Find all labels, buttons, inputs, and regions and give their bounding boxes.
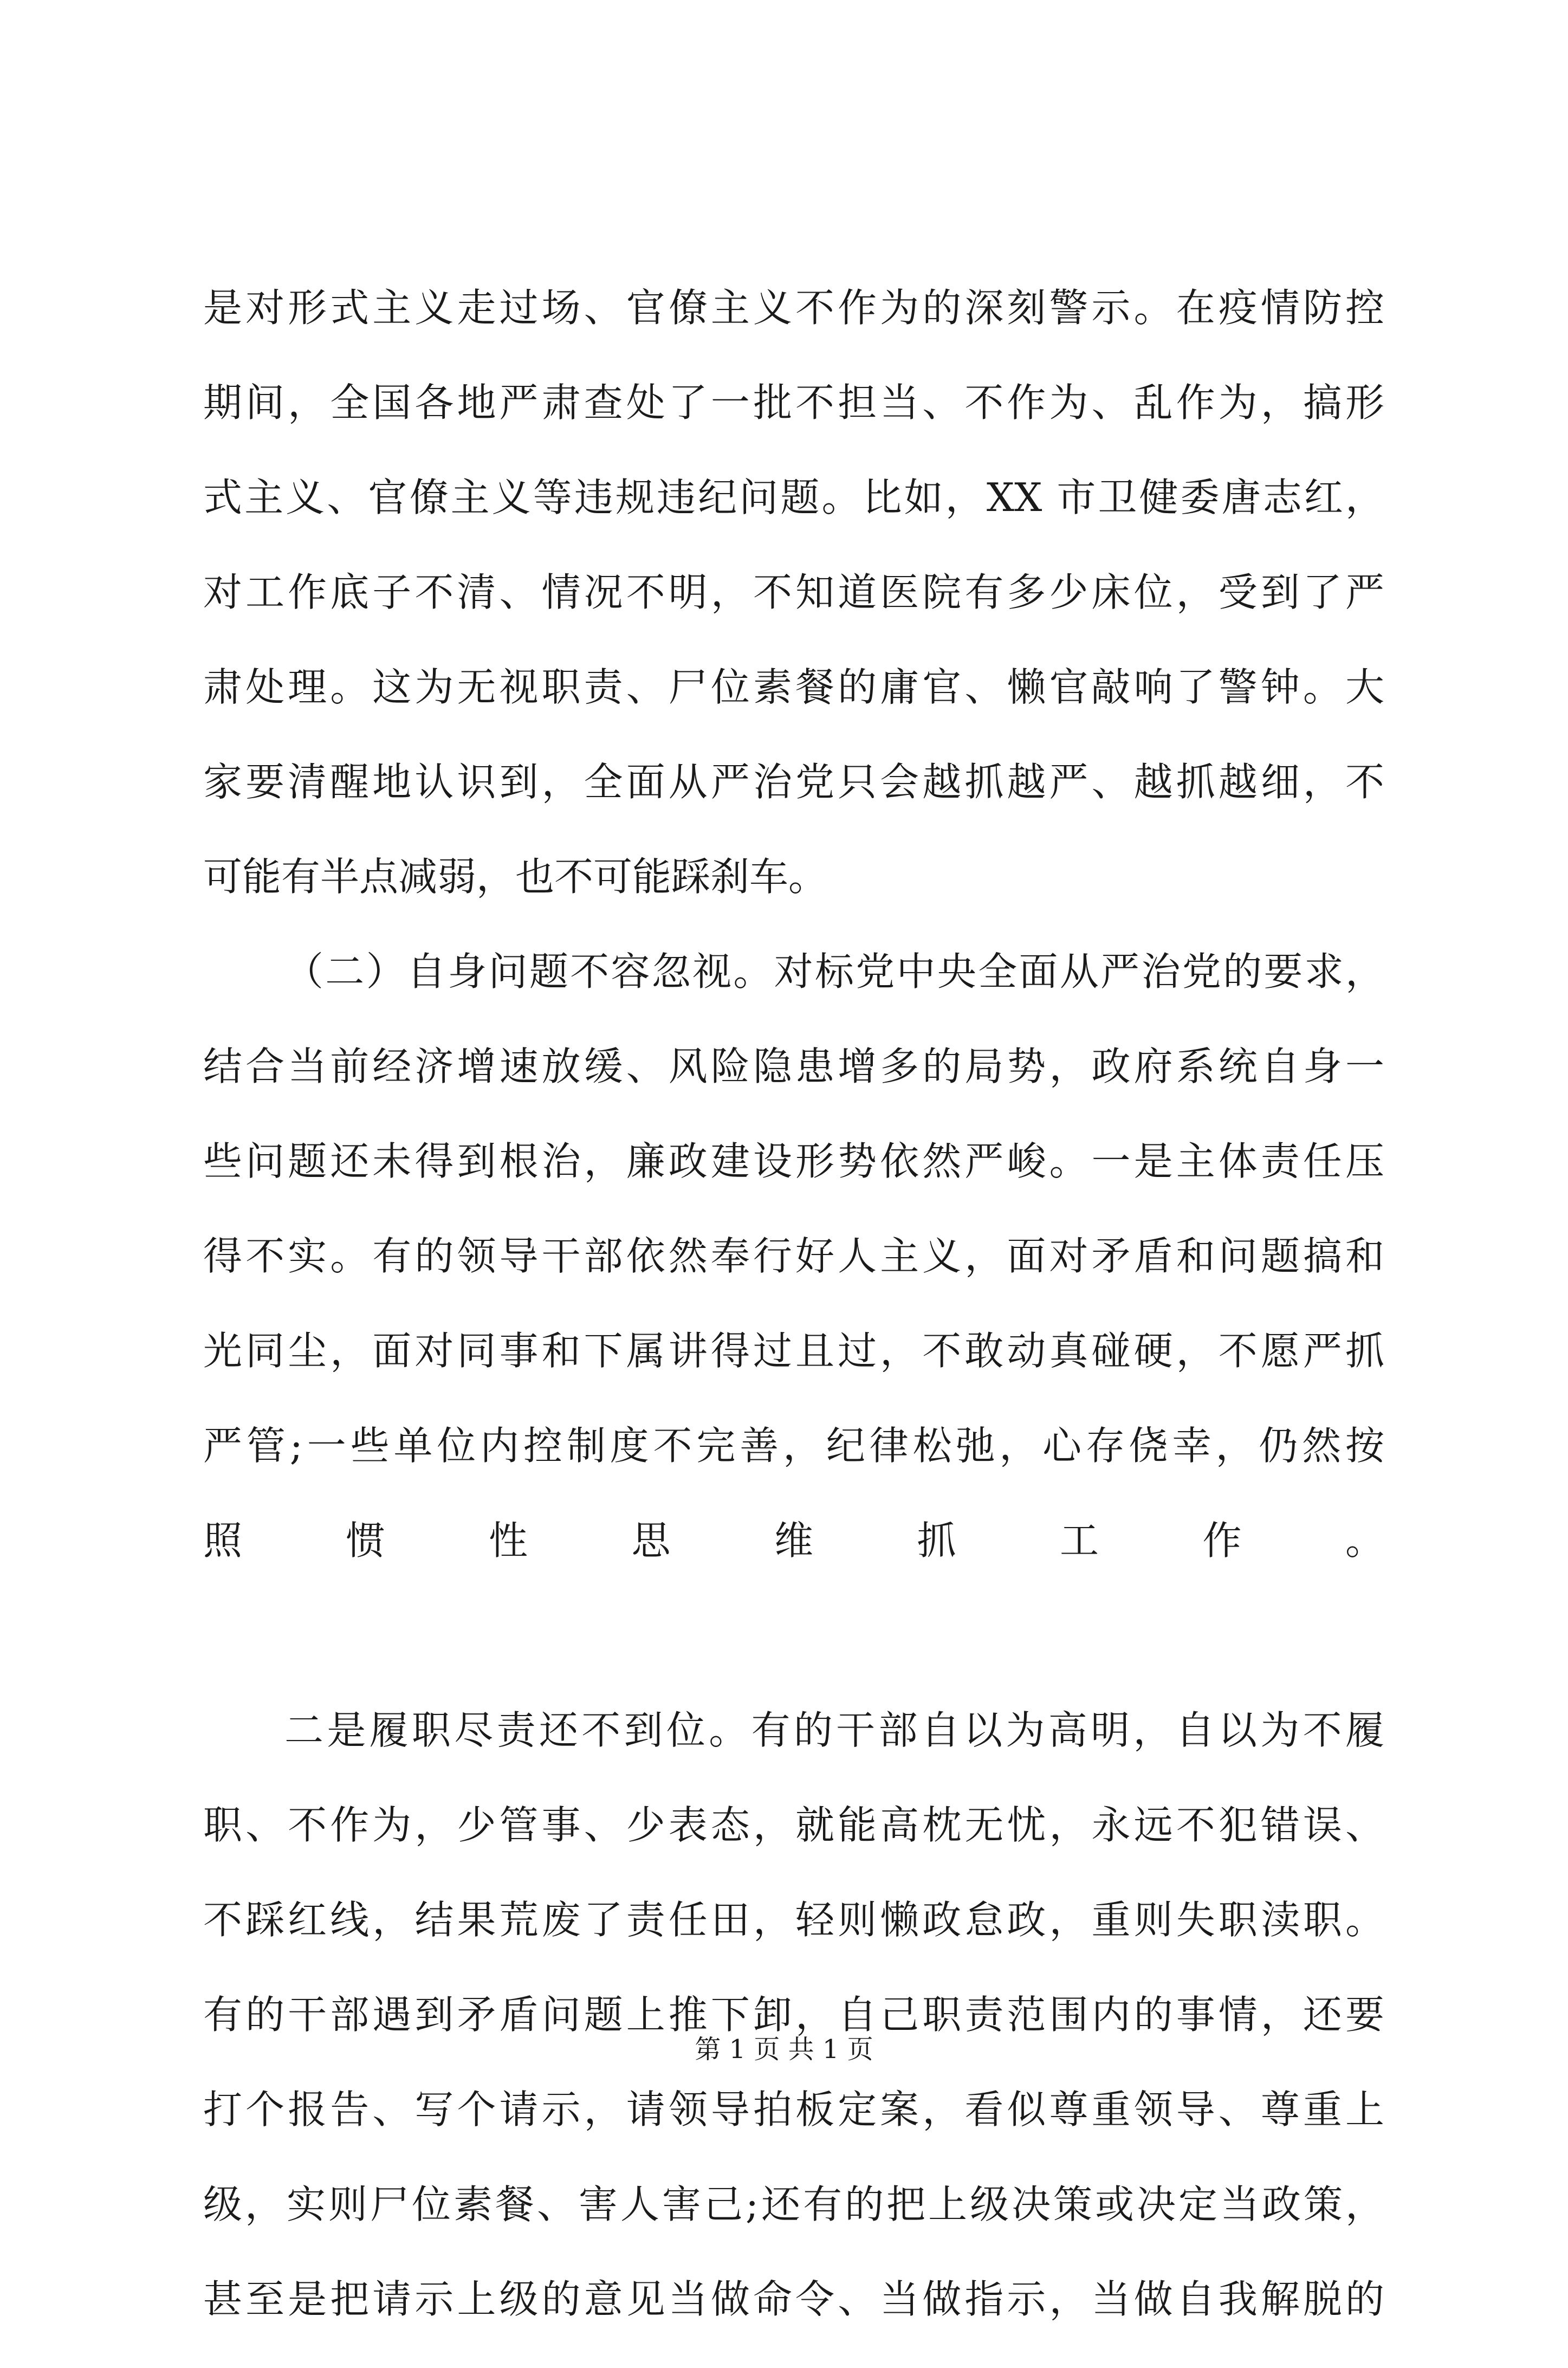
text-line: 职、不作为，少管事、少表态，就能高枕无忧，永远不犯错误、 xyxy=(203,1802,1384,1848)
text-line: 式主义、官僚主义等违规违纪问题。比如，XX 市卫健委唐志红， xyxy=(203,475,1384,520)
text-line: 甚至是把请示上级的意见当做命令、当做指示，当做自我解脱的 xyxy=(203,2276,1384,2322)
text-line: 结合当前经济增速放缓、风险隐患增多的局势，政府系统自身一 xyxy=(203,1044,1384,1089)
text-line: 严管;一些单位内控制度不完善，纪律松弛，心存侥幸，仍然按 xyxy=(203,1423,1384,1468)
page-footer: 第 1 页 共 1 页 xyxy=(695,2034,873,2065)
text-line: 有的干部遇到矛盾问题上推下卸，自己职责范围内的事情，还要 xyxy=(203,1992,1384,2037)
text-line: 是对形式主义走过场、官僚主义不作为的深刻警示。在疫情防控 xyxy=(203,285,1384,331)
text-line: 家要清醒地认识到，全面从严治党只会越抓越严、越抓越细，不 xyxy=(203,759,1384,805)
text-line: 级，实则尸位素餐、害人害己;还有的把上级决策或决定当政策， xyxy=(203,2182,1384,2227)
text-line: 光同尘，面对同事和下属讲得过且过，不敢动真碰硬，不愿严抓 xyxy=(203,1328,1384,1374)
text-line: 肃处理。这为无视职责、尸位素餐的庸官、懒官敲响了警钟。大 xyxy=(203,664,1384,710)
paragraph-first-line: （二）自身问题不容忽视。对标党中央全面从严治党的要求， xyxy=(284,949,1384,994)
paragraph-first-line: 二是履职尽责还不到位。有的干部自以为高明，自以为不履 xyxy=(284,1707,1384,1753)
text-line: 些问题还未得到根治，廉政建设形势依然严峻。一是主体责任压 xyxy=(203,1138,1384,1184)
text-line: 照惯性思维抓工作。 xyxy=(203,1518,1384,1563)
text-line: 打个报告、写个请示，请领导拍板定案，看似尊重领导、尊重上 xyxy=(203,2087,1384,2132)
text-line: 得不实。有的领导干部依然奉行好人主义，面对矛盾和问题搞和 xyxy=(203,1233,1384,1279)
text-line: 不踩红线，结果荒废了责任田，轻则懒政怠政，重则失职渎职。 xyxy=(203,1897,1384,1943)
text-line xyxy=(203,1609,1384,1661)
text-line: 对工作底子不清、情况不明，不知道医院有多少床位，受到了严 xyxy=(203,570,1384,615)
text-line: 可能有半点减弱，也不可能踩刹车。 xyxy=(203,854,828,900)
text-line: 期间，全国各地严肃查处了一批不担当、不作为、乱作为，搞形 xyxy=(203,380,1384,425)
